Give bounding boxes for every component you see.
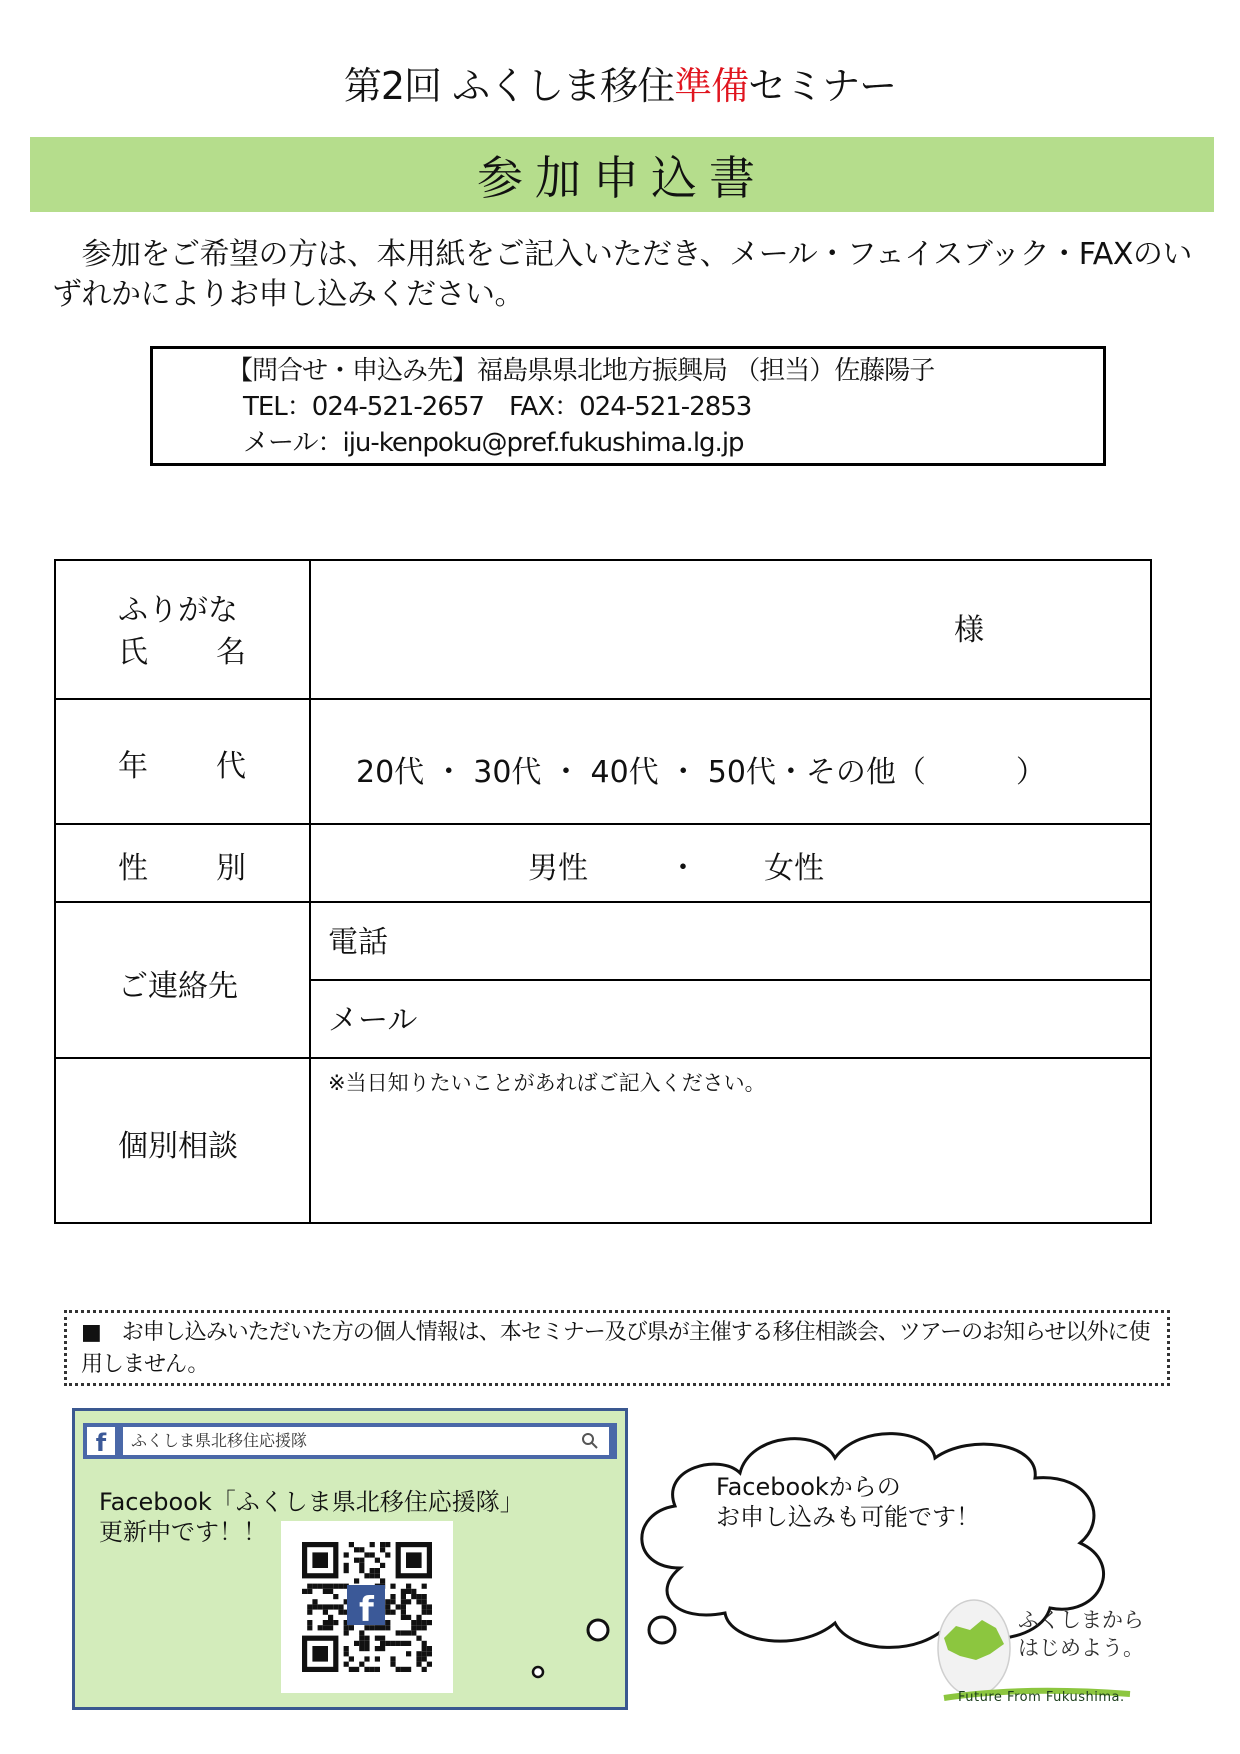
gender-female[interactable]: 女性 — [764, 851, 824, 886]
gender-separator: ・ — [668, 851, 698, 886]
column-divider — [309, 561, 311, 1222]
qr-code-icon[interactable] — [281, 1521, 453, 1693]
row-divider — [309, 979, 1150, 981]
name-label-1: 氏 — [118, 635, 148, 670]
cloud-line-1: Facebookからの — [716, 1473, 901, 1501]
email-input-area[interactable] — [456, 985, 1136, 1051]
contact-label: ご連絡先 — [118, 969, 238, 1004]
logo-text — [1018, 1606, 1144, 1662]
gender-label-1: 性 — [118, 851, 148, 886]
name-input-area[interactable] — [318, 567, 938, 691]
title-highlight: 準備 — [674, 64, 749, 108]
small-bubble-icon — [528, 1660, 558, 1740]
cloud-line-2: お申し込みも可能です！ — [716, 1503, 980, 1531]
email-label: メール — [328, 1003, 418, 1038]
consult-label: 個別相談 — [118, 1129, 238, 1164]
row-divider — [56, 1057, 1150, 1059]
contact-line-1: 【問合せ・申込み先】福島県県北地方振興局 （担当）佐藤陽子 — [227, 356, 935, 386]
facebook-logo-icon: f — [87, 1427, 115, 1455]
svg-text:f: f — [359, 1590, 374, 1630]
phone-label: 電話 — [328, 925, 388, 960]
search-icon[interactable] — [581, 1432, 599, 1450]
contact-line-2: TEL：024-521-2657 FAX：024-521-2853 — [243, 392, 752, 422]
row-divider — [56, 823, 1150, 825]
title-suffix: セミナー — [748, 64, 897, 108]
thought-bubbles-icon — [578, 1616, 618, 1726]
gender-label-2: 別 — [216, 851, 246, 886]
facebook-search-input[interactable] — [123, 1427, 609, 1455]
consult-input-area[interactable] — [318, 1101, 1138, 1217]
facebook-search-text: ふくしま県北移住応援隊 — [131, 1431, 308, 1450]
contact-box — [150, 346, 1106, 466]
contact-line-3: メール：iju-kenpoku@pref.fukushima.lg.jp — [243, 428, 744, 458]
logo-line-1: ふくしまから — [1018, 1608, 1144, 1632]
row-divider — [56, 698, 1150, 700]
consult-note: ※当日知りたいことがあればご記入ください。 — [328, 1071, 766, 1095]
cloud-text — [716, 1472, 980, 1532]
logo-subtitle: Future From Fukushima. — [958, 1690, 1125, 1705]
privacy-notice: ■ お申し込みいただいた方の個人情報は、本セミナー及び県が主催する移住相談会、ツアーのお知らせ以外に使用しません。 — [64, 1310, 1170, 1386]
age-label-2: 代 — [216, 749, 246, 784]
application-form — [54, 559, 1152, 1224]
phone-input-area[interactable] — [406, 907, 1136, 973]
title-prefix: 第2回 ふくしま移住 — [343, 64, 675, 108]
facebook-search-bar — [83, 1423, 617, 1459]
logo-line-2: はじめよう。 — [1018, 1636, 1144, 1660]
name-label-2: 名 — [216, 635, 246, 670]
gender-male[interactable]: 男性 — [528, 851, 588, 886]
page-title — [0, 55, 1240, 110]
intro-text: 参加をご希望の方は、本用紙をご記入いただき、メール・フェイスブック・FAXのいずれかによりお申し込みください。 — [52, 237, 1192, 312]
row-divider — [56, 901, 1150, 903]
form-title-banner: 参加申込書 — [30, 137, 1214, 212]
name-suffix: 様 — [954, 613, 984, 648]
facebook-line-1: Facebook「ふくしま県北移住応援隊」 — [99, 1488, 524, 1516]
facebook-line-2: 更新中です！！ — [99, 1518, 267, 1546]
age-label-1: 年 — [118, 749, 148, 784]
furigana-label: ふりがな — [118, 593, 238, 628]
age-options[interactable]: 20代 ・ 30代 ・ 40代 ・ 50代・その他（ ） — [356, 755, 1046, 790]
